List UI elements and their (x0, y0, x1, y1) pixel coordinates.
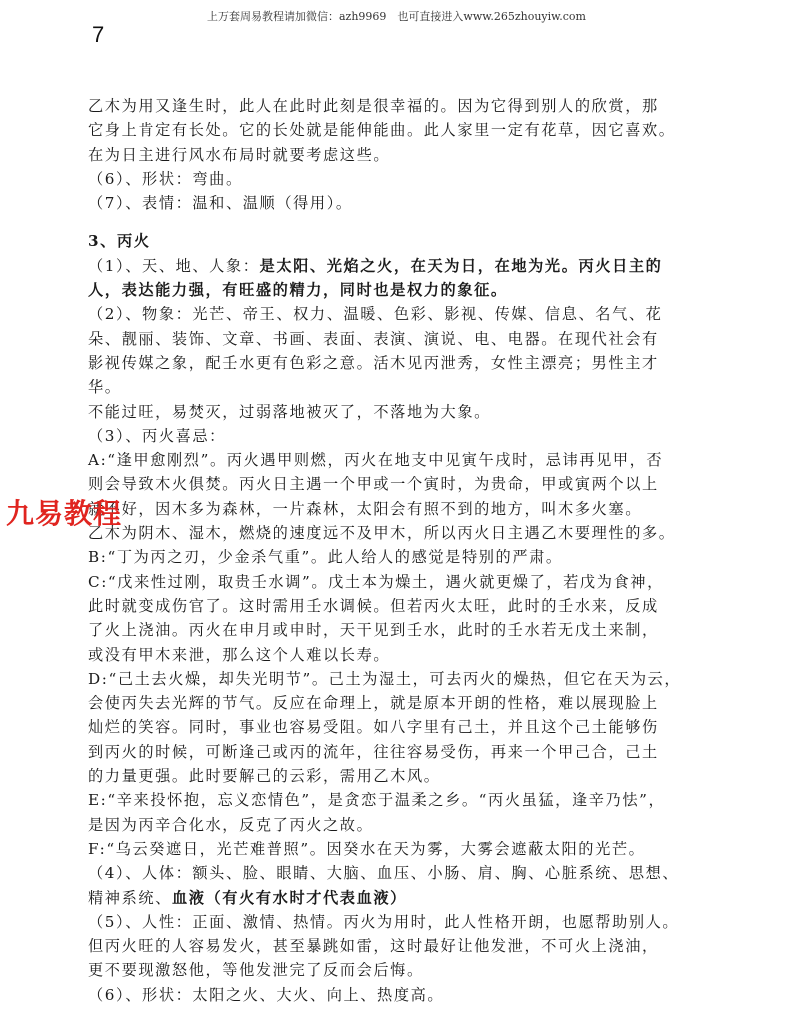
line-text: （4）、人体：额头、脸、眼睛、大脑、血压、小肠、肩、胸、心脏系统、思想、 (88, 864, 680, 883)
line-text: 此时就变成伤官了。这时需用壬水调候。但若丙火太旺，此时的壬水来，反成 (88, 596, 659, 615)
text-line (88, 254, 728, 278)
text-line (88, 143, 728, 167)
line-text: 乙木为阴木、湿木，燃烧的速度远不及甲木，所以丙火日主遇乙木要理性的多。 (88, 524, 676, 543)
line-text: 就不好，因木多为森林，一片森林，太阳会有照不到的地方，叫木多火塞。 (88, 499, 642, 518)
line-text: 不能过旺，易焚灭，过弱落地被灭了，不落地为大象。 (88, 402, 491, 421)
line-text: 则会导致木火俱焚。丙火日主遇一个甲或一个寅时，为贵命，甲或寅两个以上 (88, 475, 659, 494)
line-bold-text: 人，表达能力强，有旺盛的精力，同时也是权力的象征。 (88, 281, 508, 300)
line-text: 但丙火旺的人容易发火，甚至暴跳如雷，这时最好让他发泄，不可火上浇油， (88, 937, 659, 956)
text-line (88, 643, 728, 667)
line-text: （6）、形状：太阳之火、大火、向上、热度高。 (88, 985, 445, 1004)
line-text: 更不要现激怒他，等他发泄完了反而会后悔。 (88, 961, 424, 980)
text-line (88, 118, 728, 142)
text-line (88, 375, 728, 399)
text-line (88, 472, 728, 496)
line-text: B:“丁为丙之刃，少金杀气重”。此人给人的感觉是特别的严肃。 (88, 548, 563, 567)
header-note: 上万套周易教程请加微信：azh9969 也可直接进入www.265zhouyiw.com (206, 10, 586, 23)
text-line (88, 448, 728, 472)
text-line (88, 278, 728, 302)
text-line (88, 886, 728, 910)
line-text: 在为日主进行风水布局时就要考虑这些。 (88, 145, 391, 164)
text-line (88, 424, 728, 448)
text-line (88, 910, 728, 934)
text-line (88, 618, 728, 642)
line-text: （2）、物象：光芒、帝王、权力、温暖、色彩、影视、传媒、信息、名气、花 (88, 305, 663, 324)
text-line (88, 229, 728, 253)
text-line (88, 94, 728, 118)
text-line (88, 570, 728, 594)
text-line (88, 813, 728, 837)
line-text: 华。 (88, 378, 122, 397)
line-text: （1）、天、地、人象： (88, 256, 260, 275)
line-text: E:“辛来投怀抱，忘义恋情色”，是贪恋于温柔之乡。“丙火虽猛，逢辛乃怯”， (88, 791, 666, 810)
text-line (88, 715, 728, 739)
line-text: 了火上浇油。丙火在申月或申时，天干见到壬水，此时的壬水若无戊土来制， (88, 621, 659, 640)
line-text: A:“逢甲愈刚烈”。丙火遇甲则燃，丙火在地支中见寅午戌时，忌讳再见甲，否 (88, 451, 664, 470)
line-bold-text: 血液（有火有水时才代表血液） (171, 888, 407, 907)
line-text: 它身上肯定有长处。它的长处就是能伸能曲。此人家里一定有花草，因它喜欢。 (88, 121, 676, 140)
line-text: 的力量更强。此时要解己的云彩，需用乙木风。 (88, 767, 441, 786)
text-line (88, 327, 728, 351)
line-text: C:“戊来性过刚，取贵壬水调”。戊土本为燥土，遇火就更燥了，若戊为食神， (88, 572, 664, 591)
text-line (88, 497, 728, 521)
text-line (88, 167, 728, 191)
line-text: 3、丙火 (88, 232, 151, 251)
text-line (88, 958, 728, 982)
line-text: （5）、人性：正面、激情、热情。丙火为用时，此人性格开朗，也愿帮助别人。 (88, 912, 680, 931)
text-line (88, 191, 728, 215)
text-line (88, 861, 728, 885)
text-line (88, 521, 728, 545)
line-text: 或没有甲木来泄，那么这个人难以长寿。 (88, 645, 391, 664)
text-line (88, 691, 728, 715)
line-bold-text: 是太阳、光焰之火，在天为日，在地为光。丙火日主的 (259, 256, 663, 275)
line-text: D:“己土去火燥，却失光明节”。己土为湿土，可去丙火的燥热，但它在天为云， (88, 669, 682, 688)
page-number: 7 (92, 22, 105, 47)
text-line (88, 302, 728, 326)
text-line (88, 837, 728, 861)
line-text: 影视传媒之象，配壬水更有色彩之意。活木见丙泄秀，女性主漂亮；男性主才 (88, 353, 659, 372)
line-text: 灿烂的笑容。同时，事业也容易受阻。如八字里有己土，并且这个己土能够伤 (88, 718, 659, 737)
text-line (88, 934, 728, 958)
text-line (88, 764, 728, 788)
text-line (88, 400, 728, 424)
line-text: （7）、表情：温和、温顺（得用）。 (88, 194, 353, 213)
text-line (88, 594, 728, 618)
line-text: F:“乌云癸遮日，光芒难普照”。因癸水在天为雾，大雾会遮蔽太阳的光芒。 (88, 839, 646, 858)
document-body (88, 94, 728, 1007)
text-line (88, 983, 728, 1007)
line-text: 到丙火的时候，可断逢己或丙的流年，往往容易受伤，再来一个甲己合，己土 (88, 742, 659, 761)
text-line (88, 545, 728, 569)
line-text: 乙木为用又逢生时，此人在此时此刻是很幸福的。因为它得到别人的欣赏，那 (88, 97, 659, 115)
watermark-logo: 九易教程 (6, 497, 123, 530)
line-text: 精神系统、 (88, 888, 172, 907)
line-text: 是因为丙辛合化水，反克了丙火之故。 (88, 815, 374, 834)
line-text: （6）、形状：弯曲。 (88, 169, 243, 188)
line-text: （3）、丙火喜忌： (88, 426, 226, 445)
text-line (88, 788, 728, 812)
text-line (88, 667, 728, 691)
text-line (88, 351, 728, 375)
text-line (88, 740, 728, 764)
line-text: 朵、靓丽、装饰、文章、书画、表面、表演、演说、电、电器。在现代社会有 (88, 329, 659, 348)
line-text: 会使丙失去光辉的节气。反应在命理上，就是原本开朗的性格，难以展现脸上 (88, 694, 659, 713)
blank-line (88, 215, 728, 229)
